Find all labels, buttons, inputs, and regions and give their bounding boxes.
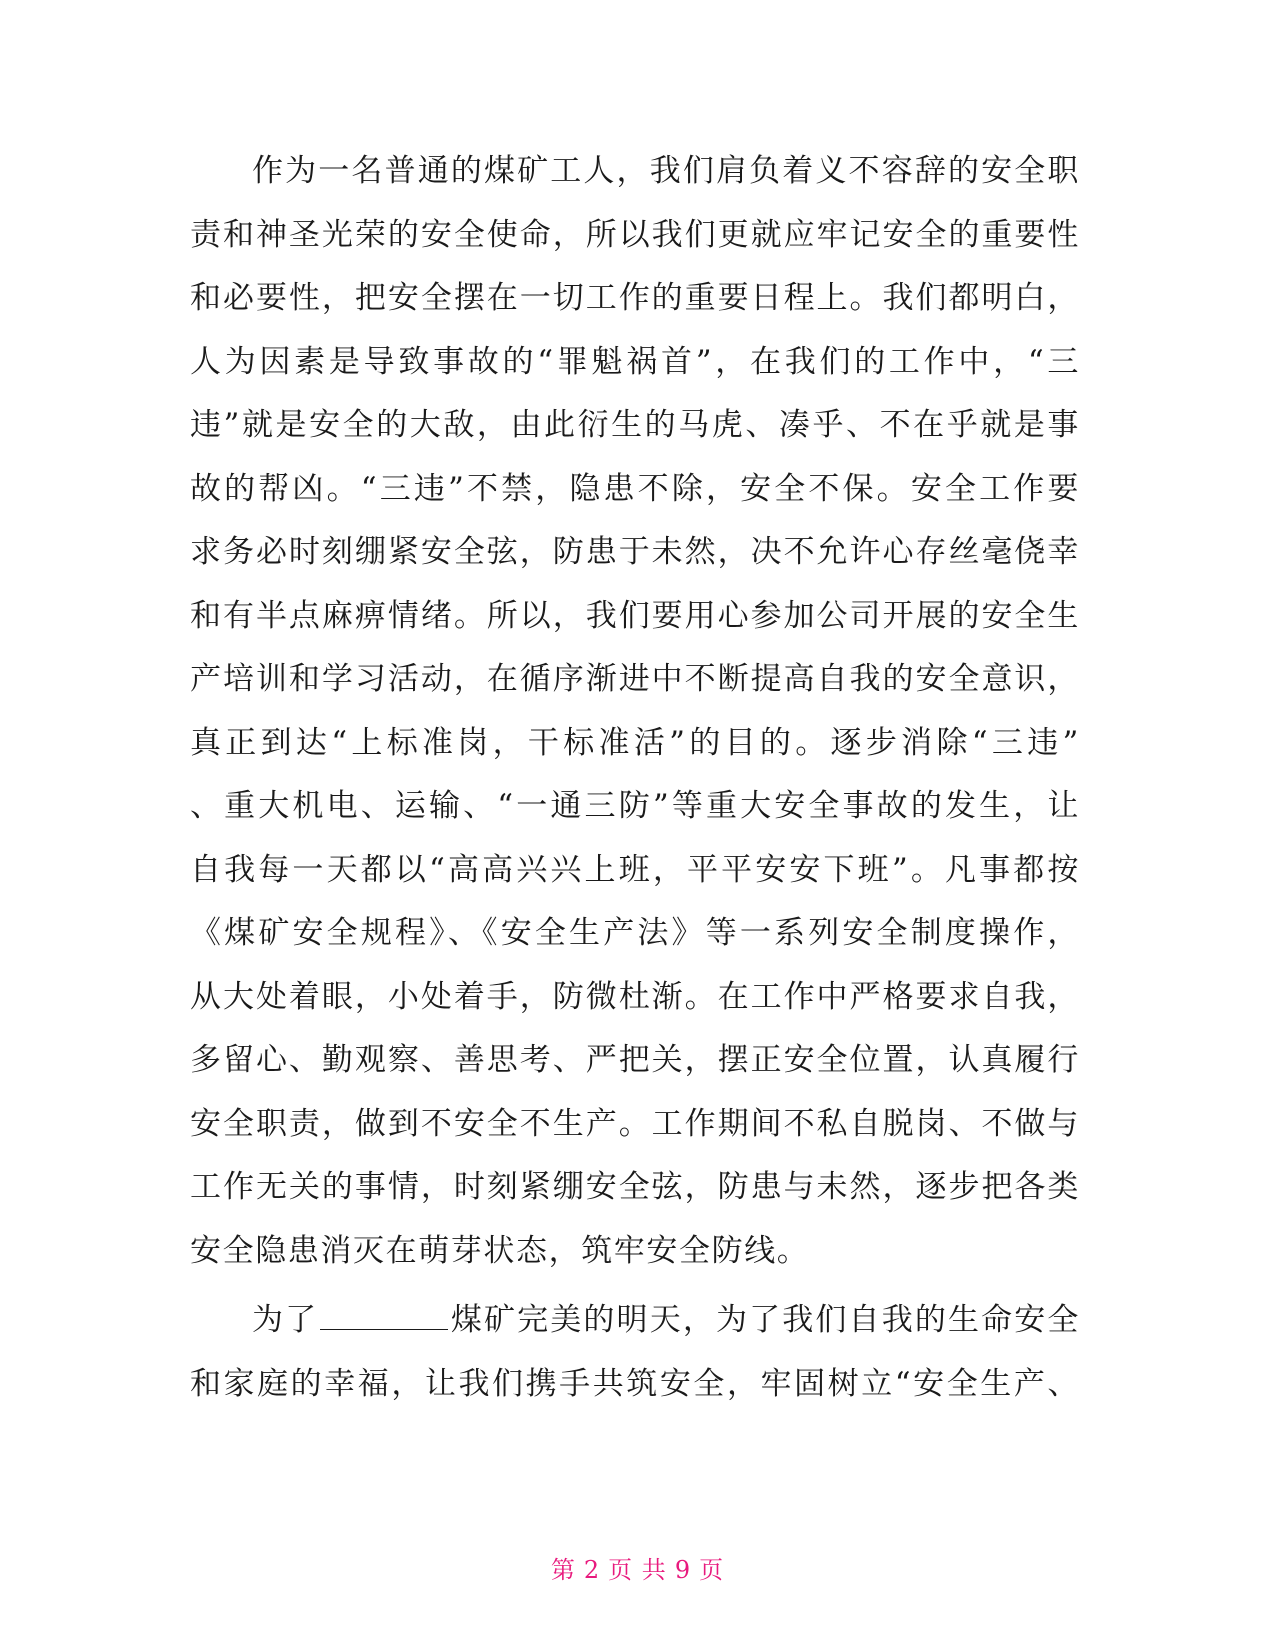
paragraph-1 — [190, 140, 1080, 1283]
paragraph-1-line: 《煤矿安全规程》、《安全生产法》等一系列安全制度操作， — [190, 915, 1080, 951]
paragraph-1-line: 多留心、勤观察、善思考、严把关，摆正安全位置，认真履行 — [190, 1042, 1080, 1078]
paragraph-2-line-1 — [190, 1289, 1080, 1353]
footer-middle: 页 共 — [608, 1556, 667, 1584]
paragraph-1-line: 作为一名普通的煤矿工人，我们肩负着义不容辞的安全职 — [252, 153, 1080, 189]
paragraph-1-line: 工作无关的事情，时刻紧绷安全弦，防患与未然，逐步把各类 — [190, 1169, 1080, 1205]
paragraph-1-line: 安全隐患消灭在萌芽状态，筑牢安全防线。 — [190, 1232, 810, 1269]
paragraph-1-line: 、重大机电、运输、“一通三防”等重大安全事故的发生，让 — [190, 788, 1080, 824]
current-page-number: 2 — [583, 1556, 601, 1584]
fill-in-blank — [320, 1303, 448, 1330]
footer-suffix: 页 — [699, 1556, 725, 1584]
total-pages-number: 9 — [674, 1556, 692, 1584]
paragraph-1-line: 和必要性，把安全摆在一切工作的重要日程上。我们都明白， — [190, 280, 1080, 316]
footer-prefix: 第 — [550, 1556, 576, 1584]
paragraph-2-line-2: 和家庭的幸福，让我们携手共筑安全，牢固树立“安全生产、 — [190, 1365, 1080, 1402]
paragraph-1-line: 责和神圣光荣的安全使命，所以我们更就应牢记安全的重要性 — [190, 216, 1080, 253]
paragraph-1-line: 产培训和学习活动，在循序渐进中不断提高自我的安全意识， — [190, 661, 1080, 697]
paragraph-1-line: 自我每一天都以“高高兴兴上班，平平安安下班”。凡事都按 — [190, 851, 1080, 888]
page-footer — [0, 1550, 1275, 1585]
paragraph-1-line: 从大处着眼，小处着手，防微杜渐。在工作中严格要求自我， — [190, 978, 1080, 1015]
paragraph-1-line: 人为因素是导致事故的“罪魁祸首”，在我们的工作中，“三 — [190, 343, 1080, 380]
paragraph-1-line: 求务必时刻绷紧安全弦，防患于未然，决不允许心存丝毫侥幸 — [190, 534, 1080, 570]
text-fragment: 煤矿完美的明天，为了我们自我的生命安全 — [450, 1302, 1081, 1338]
paragraph-1-line: 故的帮凶。“三违”不禁，隐患不除，安全不保。安全工作要 — [190, 470, 1080, 507]
paragraph-2 — [190, 1289, 1080, 1416]
text-fragment: 为了 — [252, 1302, 319, 1338]
body-text — [190, 140, 1080, 1416]
paragraph-1-line: 安全职责，做到不安全不生产。工作期间不私自脱岗、不做与 — [190, 1105, 1080, 1142]
paragraph-1-line: 和有半点麻痹情绪。所以，我们要用心参加公司开展的安全生 — [190, 597, 1080, 634]
paragraph-1-line: 违”就是安全的大敌，由此衍生的马虎、凑乎、不在乎就是事 — [190, 407, 1080, 443]
paragraph-1-line: 真正到达“上标准岗，干标准活”的目的。逐步消除“三违” — [190, 724, 1080, 761]
